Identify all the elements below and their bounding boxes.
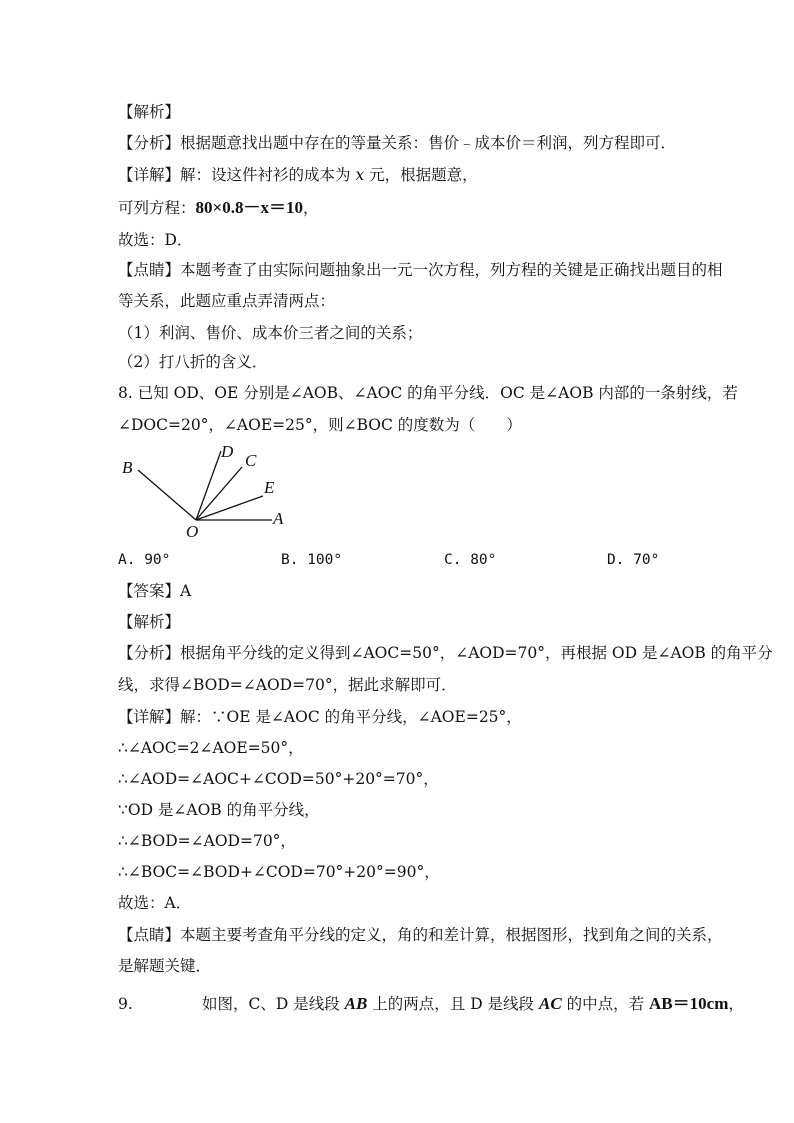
answer-heading: 【答案】A <box>118 582 192 600</box>
label-e: E <box>264 478 275 497</box>
equation-comma: ， <box>302 199 319 217</box>
analysis-line-2: 线，求得∠BOD=∠AOD=70°，据此求解即可． <box>118 676 457 694</box>
comment-line-3: 【点睛】本题主要考查角平分线的定义，角的和差计算，根据图形，找到角之间的关系， <box>118 926 723 944</box>
label-c: C <box>245 451 257 470</box>
solution-step-1: 【详解】解：∵OE 是∠AOC 的角平分线，∠AOE=25°， <box>118 708 522 726</box>
label-b: B <box>122 458 133 477</box>
q9-part-1: 如图，C、D 是线段 <box>202 995 345 1013</box>
solution-step-6: ∴∠BOC=∠BOD+∠COD=70°+20°=90°， <box>118 863 440 881</box>
solution-step-2: ∴∠AOC=2∠AOE=50°， <box>118 739 304 757</box>
angle-figure <box>118 440 298 540</box>
solution-step-5: ∴∠BOD=∠AOD=70°， <box>118 832 296 850</box>
q9-part-3: 的中点，若 <box>561 995 650 1013</box>
solution-text-end: 元，根据题意， <box>364 166 478 184</box>
solution-line <box>118 164 478 186</box>
solution-step-4: ∵OD 是∠AOB 的角平分线， <box>118 801 320 819</box>
segment-ac: AC <box>538 994 562 1013</box>
answer-choice: 故选：D． <box>118 231 193 249</box>
segment-ab: AB <box>344 994 368 1013</box>
answer-choice-2: 故选：A． <box>118 894 192 912</box>
length-ab: AB＝10cm <box>649 994 729 1013</box>
question-8-line-2: ∠DOC=20°，∠AOE=25°，则∠BOC 的度数为（ ） <box>118 416 522 434</box>
equation-line <box>118 197 318 219</box>
comment-line-2: 等关系，此题应重点弄清两点： <box>118 292 336 310</box>
section-analysis-heading: 【解析】 <box>118 103 181 121</box>
equation-label: 可列方程： <box>118 199 196 217</box>
label-d: D <box>221 442 234 461</box>
option-b: B. 100° <box>281 552 343 568</box>
analysis-line-1: 【分析】根据角平分线的定义得到∠AOC=50°，∠AOD=70°，再根据 OD 是∠AOB 的角平分 <box>118 644 773 662</box>
question-9-number: 9. <box>118 995 133 1013</box>
q9-comma: ， <box>728 995 744 1013</box>
question-8-line-1: 8. 已知 OD、OE 分别是∠AOB、∠AOC 的角平分线．OC 是∠AOB 内部的一条射线，若 <box>118 384 738 402</box>
question-9-text <box>202 993 744 1015</box>
equation: 80×0.8－x＝10 <box>195 198 303 217</box>
ray-od <box>196 451 221 520</box>
q9-part-2: 上的两点，且 D 是线段 <box>367 995 539 1013</box>
variable-x: x <box>355 166 365 184</box>
point-1: （1）利润、售价、成本价三者之间的关系； <box>118 324 423 342</box>
analysis-text: 【分析】根据题意找出题中存在的等量关系：售价﹣成本价＝利润，列方程即可． <box>118 134 677 152</box>
option-a: A. 90° <box>118 552 171 568</box>
option-c: C. 80° <box>444 552 497 568</box>
solution-step-3: ∴∠AOD=∠AOC+∠COD=50°+20°=70°， <box>118 770 439 788</box>
comment-line-4: 是解题关键． <box>118 957 212 975</box>
label-o: O <box>186 522 199 540</box>
comment-line-1: 【点睛】本题考查了由实际问题抽象出一元一次方程，列方程的关键是正确找出题目的相 <box>118 261 723 279</box>
option-d: D. 70° <box>607 552 660 568</box>
label-a: A <box>273 509 284 528</box>
ray-ob <box>138 470 196 520</box>
section-analysis-heading-2: 【解析】 <box>118 613 181 631</box>
solution-text: 【详解】解：设这件衬衫的成本为 <box>118 166 356 184</box>
point-2: （2）打八折的含义． <box>118 353 268 371</box>
